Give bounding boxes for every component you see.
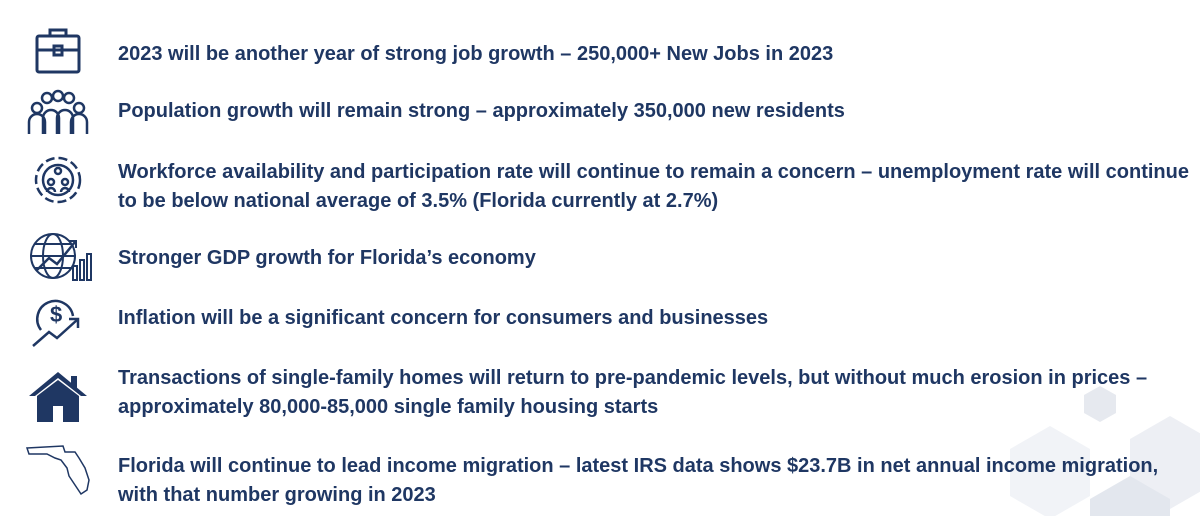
dollar-trend-arrow-icon [20, 290, 96, 350]
item-text: Florida will continue to lead income migration – latest IRS data shows $23.7B in net annual income migration, with that number growing in 2023 [118, 455, 1159, 506]
item-text: Transactions of single-family homes will return to pre-pandemic levels, but without much erosion in prices – approximately 80,000-85,000 single family housing starts [118, 367, 1148, 418]
item-text: Inflation will be a significant concern for consumers and businesses [118, 307, 769, 329]
globe-growth-chart-icon [20, 226, 96, 286]
item-text: 2023 will be another year of strong job growth – 250,000+ New Jobs in 2023 [118, 43, 834, 65]
item-text: Stronger GDP growth for Florida’s economy [118, 247, 536, 269]
house-icon [20, 366, 96, 426]
item-text: Workforce availability and participation rate will continue to remain a concern – unemployment rate will continue to be below national average of 3.5% (Florida currently at 2.7%) [118, 161, 1189, 212]
florida-map-icon [20, 440, 96, 500]
people-group-icon [20, 82, 96, 142]
workforce-gear-icon [20, 150, 96, 210]
item-text: Population growth will remain strong – approximately 350,000 new residents [118, 100, 845, 122]
briefcase-icon [20, 22, 96, 82]
svg-text:$: $ [50, 302, 63, 327]
